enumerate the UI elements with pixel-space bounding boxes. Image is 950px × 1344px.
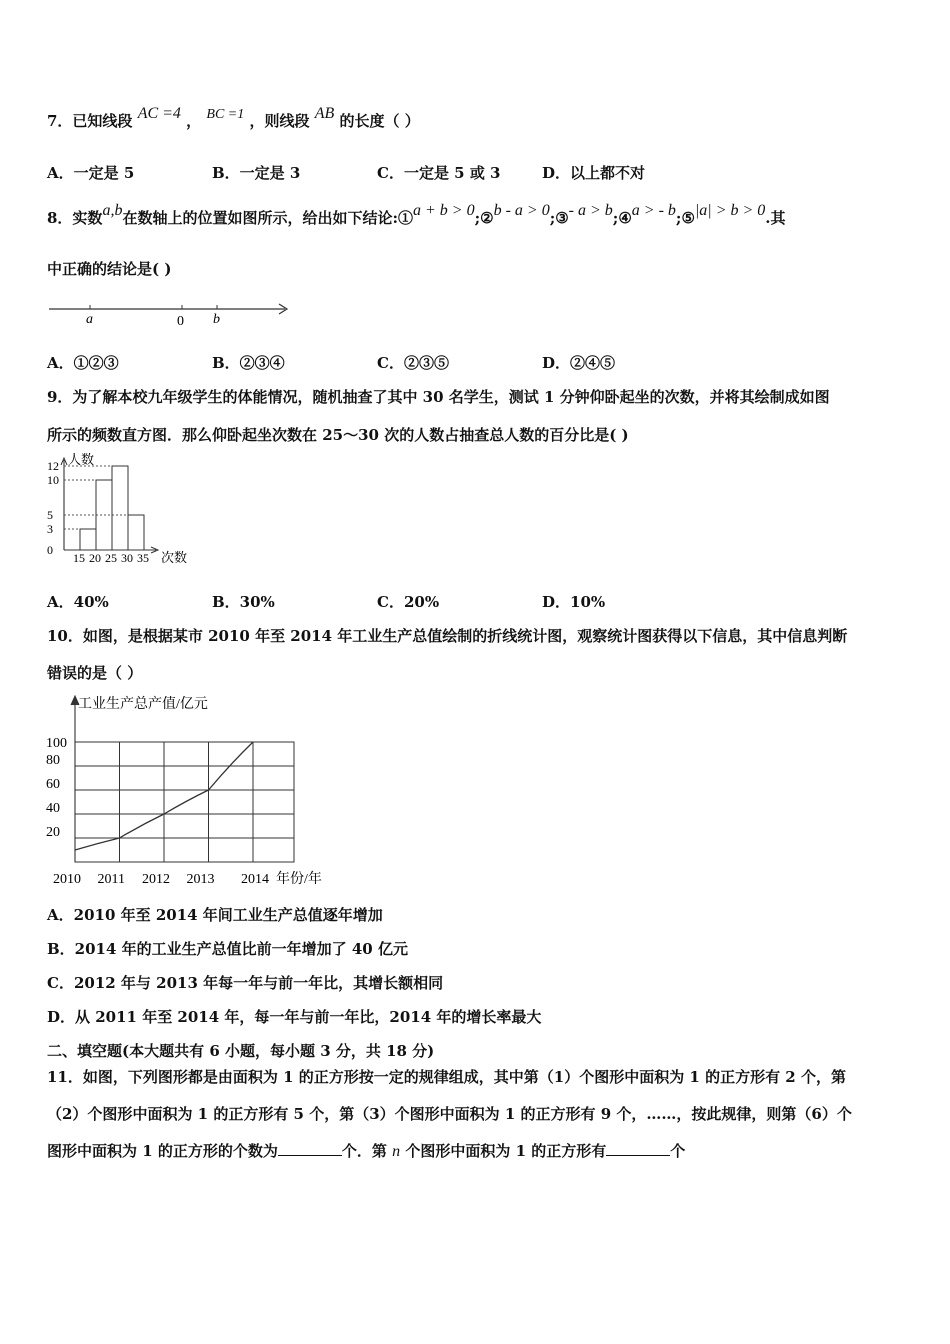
- line-x-tick-2012: 2012: [142, 872, 170, 887]
- q8-sep-4: ;④: [612, 209, 632, 227]
- hist-x-label: 次数: [161, 550, 188, 565]
- q9-option-a: A．40%: [47, 593, 109, 611]
- hist-bar-30-35: [128, 515, 144, 550]
- frequency-histogram: [44, 450, 204, 570]
- q8-tail: .其: [765, 209, 786, 227]
- line-x-tick-2010: 2010: [53, 872, 81, 887]
- q8-mid: 在数轴上的位置如图所示，给出如下结论:①: [122, 209, 413, 227]
- line-x-tick-2014: 2014: [241, 872, 269, 887]
- q7-option-a: A．一定是 5: [47, 164, 135, 182]
- line-y-tick-100: 100: [46, 736, 67, 751]
- line-y-label: 工业生产总产值/亿元: [78, 697, 208, 712]
- q11-part-a: 图形中面积为 1 的正方形的个数为: [47, 1142, 278, 1160]
- q8-stem-line2: 中正确的结论是( ): [47, 260, 172, 278]
- hist-y-label: 人数: [68, 452, 95, 467]
- line-y-tick-60: 60: [46, 777, 60, 792]
- q8-conclusion-1: a + b > 0: [412, 202, 475, 219]
- q7-option-d: D．以上都不对: [542, 164, 646, 182]
- q8-option-b: B．②③④: [212, 354, 285, 372]
- q11-var-n: n: [392, 1143, 401, 1160]
- q7-suffix: 的长度（ ）: [339, 112, 420, 130]
- label-a: a: [86, 312, 93, 327]
- label-b: b: [213, 312, 220, 327]
- q9-stem-line1: 9．为了解本校九年级学生的体能情况，随机抽查了其中 30 名学生，测试 1 分钟仰卧起坐的次数，并将其绘制成如图: [47, 388, 830, 406]
- q7-stem: [47, 105, 420, 131]
- line-x-label: 年份/年: [276, 872, 322, 887]
- hist-x-tick-15: 15: [73, 551, 85, 565]
- q8-option-d: D．②④⑤: [542, 354, 616, 372]
- q8-conclusion-3: - a > b: [568, 202, 613, 219]
- hist-x-tick-20: 20: [89, 551, 101, 565]
- q7-option-b: B．一定是 3: [212, 164, 301, 182]
- line-x-tick-2011: 2011: [97, 872, 125, 887]
- q7-sep: ，: [186, 112, 202, 130]
- hist-x-tick-35: 35: [137, 551, 149, 565]
- q9-stem-line2: 所示的频数直方图．那么仰卧起坐次数在 25～30 次的人数占抽查总人数的百分比是( ): [47, 426, 629, 444]
- q8-option-c: C．②③⑤: [377, 354, 449, 372]
- hist-bar-25-30: [112, 466, 128, 550]
- q10-option-b: B．2014 年的工业生产总值比前一年增加了 40 亿元: [47, 940, 408, 958]
- line-y-tick-40: 40: [46, 801, 60, 816]
- production-line-chart: [44, 690, 336, 890]
- answer-blank-1[interactable]: [278, 1141, 342, 1156]
- q8-conclusion-2: b - a > 0: [493, 202, 550, 219]
- q10-option-c: C．2012 年与 2013 年每一年与前一年比，其增长额相同: [47, 974, 444, 992]
- q11-stem-line2: （2）个图形中面积为 1 的正方形有 5 个，第（3）个图形中面积为 1 的正方形有 9 个，……，按此规律，则第（6）个: [47, 1105, 852, 1123]
- q8-conclusion-4: a > - b: [631, 202, 676, 219]
- q8-sep-5: ;⑤: [675, 209, 695, 227]
- q10-stem-line1: 10．如图，是根据某市 2010 年至 2014 年工业生产总值绘制的折线统计图，观察统计图获得以下信息，其中信息判断: [47, 627, 848, 645]
- q10-stem-line2: 错误的是（ ）: [47, 664, 143, 682]
- q8-vars: a,b: [102, 202, 123, 219]
- q8-stem: [47, 202, 786, 228]
- q7-math-bc: BC =1: [206, 107, 245, 122]
- q11-part-b: 个．第: [341, 1142, 387, 1160]
- hist-bar-15-20: [80, 529, 96, 550]
- q8-sep-2: ;②: [474, 209, 494, 227]
- q8-sep-3: ;③: [549, 209, 569, 227]
- hist-y-tick-10: 10: [47, 473, 59, 487]
- line-x-tick-2013: 2013: [186, 872, 215, 887]
- hist-x-tick-25: 25: [105, 551, 117, 565]
- hist-y-tick-3: 3: [47, 522, 53, 536]
- q9-option-b: B．30%: [212, 593, 275, 611]
- q11-part-c: 个图形中面积为 1 的正方形有: [405, 1142, 607, 1160]
- q11-stem-line3: [47, 1140, 685, 1161]
- number-line: [45, 296, 295, 328]
- hist-x-tick-30: 30: [121, 551, 133, 565]
- q7-prefix: 7．已知线段: [47, 112, 133, 130]
- q9-option-d: D．10%: [542, 593, 606, 611]
- q8-option-a: A．①②③: [47, 354, 119, 372]
- q11-stem-line1: 11．如图，下列图形都是由面积为 1 的正方形按一定的规律组成，其中第（1）个图形中面积为 1 的正方形有 2 个，第: [47, 1068, 846, 1086]
- q10-option-d: D．从 2011 年至 2014 年，每一年与前一年比，2014 年的增长率最大: [47, 1008, 542, 1026]
- q10-option-a: A．2010 年至 2014 年间工业生产总值逐年增加: [47, 906, 383, 924]
- line-y-tick-20: 20: [46, 825, 60, 840]
- label-0: 0: [177, 314, 184, 328]
- hist-y-tick-5: 5: [47, 508, 53, 522]
- q7-math-ac: AC =4: [137, 105, 181, 122]
- q7-math-ab: AB: [314, 105, 335, 122]
- q7-middle: ，则线段: [249, 112, 310, 130]
- hist-y-tick-0: 0: [47, 543, 53, 557]
- q8-prefix: 8．实数: [47, 209, 103, 227]
- q7-option-c: C．一定是 5 或 3: [377, 164, 501, 182]
- section-2-title: 二、填空题(本大题共有 6 小题，每小题 3 分，共 18 分): [47, 1042, 435, 1060]
- q8-conclusion-5: |a| > b > 0: [694, 202, 766, 219]
- line-y-tick-80: 80: [46, 753, 60, 768]
- q9-option-c: C．20%: [377, 593, 440, 611]
- hist-y-tick-12: 12: [47, 459, 59, 473]
- answer-blank-2[interactable]: [606, 1141, 670, 1156]
- q11-part-d: 个: [670, 1142, 686, 1160]
